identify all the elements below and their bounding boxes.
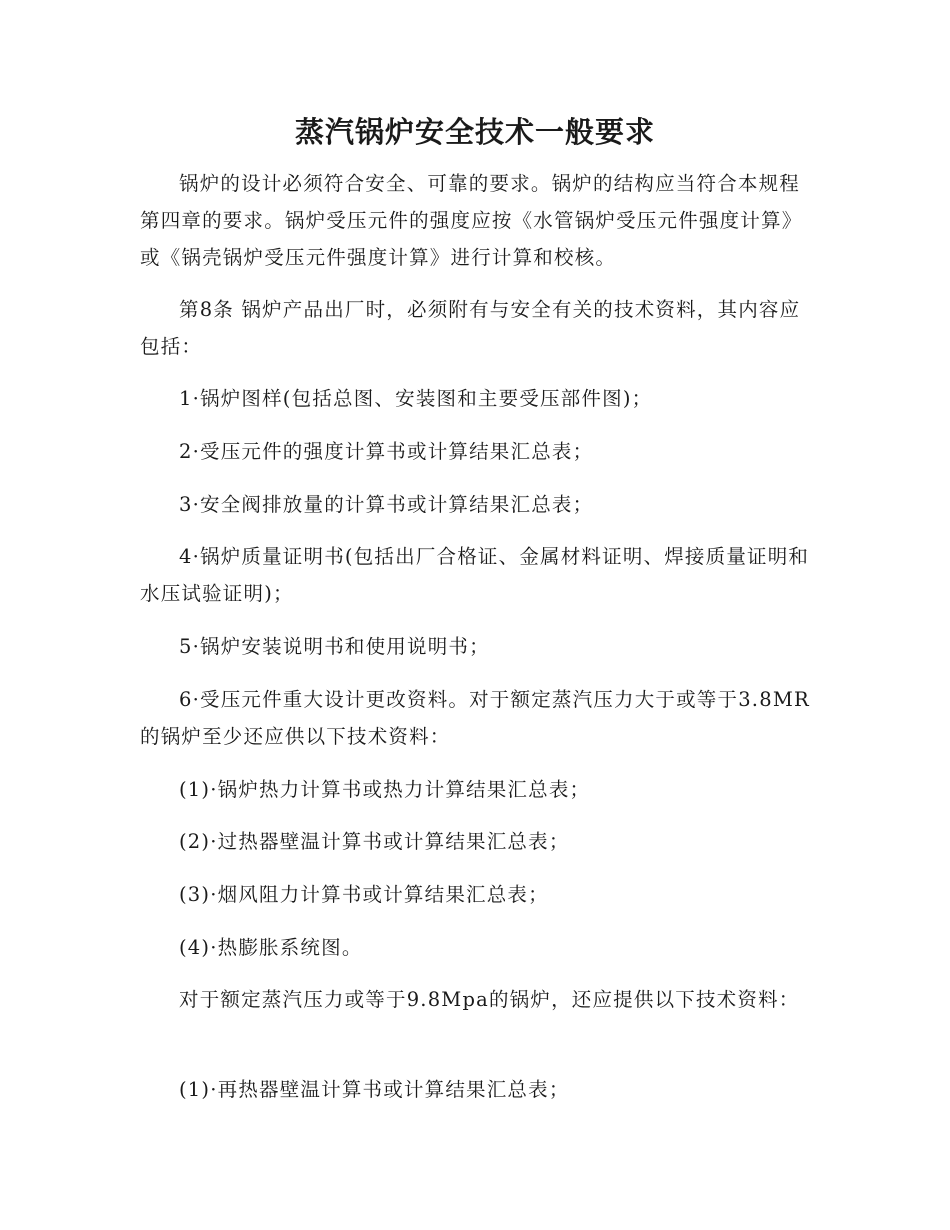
paragraph-article-8: 第8条 锅炉产品出厂时，必须附有与安全有关的技术资料，其内容应包括： bbox=[140, 298, 801, 358]
list-item-6: 6·受压元件重大设计更改资料。对于额定蒸汽压力大于或等于3.8MR的锅炉至少还应供以下技术资料： bbox=[140, 688, 810, 748]
list-item-3: 3·安全阀排放量的计算书或计算结果汇总表； bbox=[179, 493, 594, 516]
list-item-2: 2·受压元件的强度计算书或计算结果汇总表； bbox=[179, 440, 594, 463]
sub-item-4: (4)·热膨胀系统图。 bbox=[179, 936, 363, 959]
sub-item-1: (1)·锅炉热力计算书或热力计算结果汇总表； bbox=[179, 778, 591, 801]
list-item-5: 5·锅炉安装说明书和使用说明书； bbox=[179, 635, 490, 658]
list-item-4: 4·锅炉质量证明书(包括出厂合格证、金属材料证明、焊接质量证明和水压试验证明)； bbox=[140, 545, 810, 605]
document-title: 蒸汽锅炉安全技术一般要求 bbox=[294, 115, 655, 149]
paragraph-9-8mpa: 对于额定蒸汽压力或等于9.8Mpa的锅炉，还应提供以下技术资料： bbox=[179, 988, 800, 1011]
sub-item-3: (3)·烟风阻力计算书或计算结果汇总表； bbox=[179, 883, 549, 906]
sub-item-reheater: (1)·再热器壁温计算书或计算结果汇总表； bbox=[179, 1078, 570, 1101]
list-item-1: 1·锅炉图样(包括总图、安装图和主要受压部件图)； bbox=[179, 387, 653, 410]
sub-item-2: (2)·过热器壁温计算书或计算结果汇总表； bbox=[179, 830, 570, 853]
paragraph-design-requirements: 锅炉的设计必须符合安全、可靠的要求。锅炉的结构应当符合本规程第四章的要求。锅炉受压元件的强度应按《水管锅炉受压元件强度计算》或《锅壳锅炉受压元件强度计算》进行计算和校核。 bbox=[140, 172, 803, 269]
